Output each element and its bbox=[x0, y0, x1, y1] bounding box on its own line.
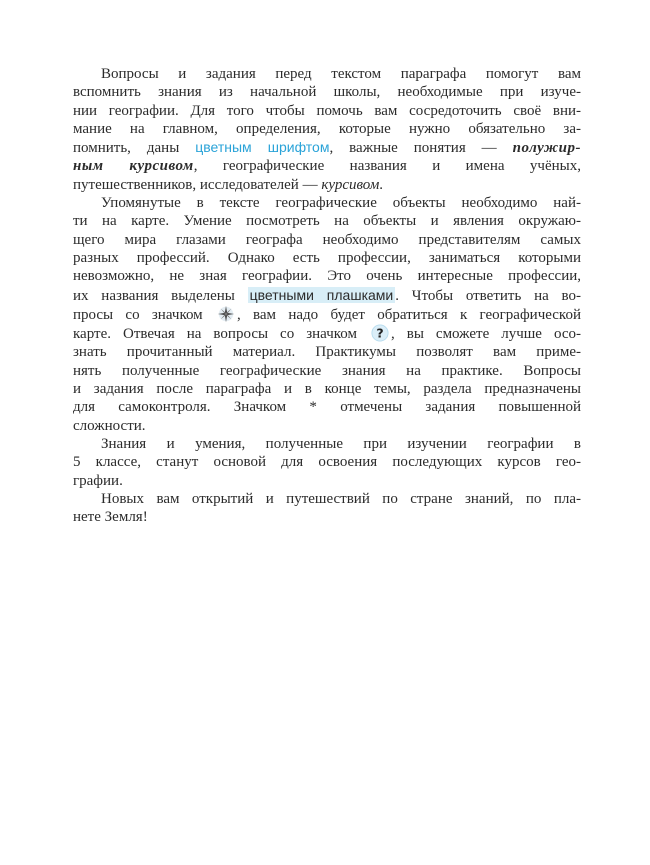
text-line bbox=[73, 249, 581, 267]
text-segment: невозможно, не зная географии. Это очень интересные профессии, bbox=[73, 268, 581, 285]
text-segment: , вам надо будет обратиться к географической bbox=[236, 306, 581, 323]
text-line bbox=[73, 65, 581, 83]
text-line bbox=[73, 435, 581, 453]
text-segment: помнить, даны bbox=[73, 140, 196, 157]
paragraph bbox=[73, 65, 581, 194]
text-line bbox=[73, 417, 581, 435]
colored-term: цветным шрифтом bbox=[195, 139, 330, 156]
text-line bbox=[73, 305, 581, 324]
text-line bbox=[73, 380, 581, 398]
text-segment: просы со значком bbox=[73, 306, 215, 323]
question-mark-icon bbox=[371, 324, 389, 342]
text-line bbox=[73, 490, 581, 508]
text-line bbox=[73, 83, 581, 101]
text-line bbox=[73, 176, 581, 194]
text-segment: . Чтобы ответить на во- bbox=[395, 287, 581, 304]
text-segment: нете Земля! bbox=[73, 509, 148, 526]
text-line bbox=[73, 267, 581, 285]
text-segment: карте. Отвечая на вопросы со значком bbox=[73, 326, 369, 343]
text-line bbox=[73, 286, 581, 305]
document-page bbox=[73, 65, 581, 526]
text-line bbox=[73, 324, 581, 343]
text-line bbox=[73, 138, 581, 157]
highlighted-term: цветными плашками bbox=[249, 286, 394, 303]
text-segment: для самоконтроля. Значком * отмечены задания повышенной bbox=[73, 399, 581, 416]
text-segment: Знания и умения, полученные при изучении географии в bbox=[101, 435, 581, 452]
text-segment: путешественников, исследователей — bbox=[73, 176, 322, 193]
text-line bbox=[73, 472, 581, 490]
text-segment: , вы сможете лучше осо- bbox=[391, 326, 581, 343]
text-segment: ти на карте. Умение посмотреть на объекты и явления окружаю- bbox=[73, 213, 581, 230]
text-line bbox=[73, 343, 581, 361]
text-segment: щего мира глазами географа необходимо представителям самых bbox=[73, 231, 581, 248]
text-segment: вспомнить знания из начальной школы, необходимые при изуче- bbox=[73, 84, 581, 101]
text-line bbox=[73, 362, 581, 380]
text-line bbox=[73, 157, 581, 175]
text-segment: Вопросы и задания перед текстом параграфа помогут вам bbox=[101, 66, 581, 82]
text-segment: , географические названия и имена учёных, bbox=[193, 158, 581, 175]
text-segment: 5 классе, станут основой для освоения последующих курсов гео- bbox=[73, 454, 581, 471]
text-segment: , важные понятия — bbox=[329, 140, 513, 157]
bold-italic-term: ным курсивом bbox=[73, 158, 194, 175]
text-segment: и задания после параграфа и в конце темы, раздела предназначены bbox=[73, 381, 581, 398]
svg-text:?: ? bbox=[376, 325, 384, 341]
text-segment: разных профессий. Однако есть профессии, заниматься которыми bbox=[73, 249, 581, 266]
italic-term: курсивом bbox=[321, 176, 380, 193]
paragraph bbox=[73, 490, 581, 527]
text-segment: . bbox=[379, 176, 384, 193]
text-segment: их названия выделены bbox=[73, 287, 248, 304]
paragraph bbox=[73, 435, 581, 490]
text-segment: нять полученные географические знания на практике. Вопросы bbox=[73, 362, 581, 379]
text-segment: графии. bbox=[73, 472, 123, 489]
text-line bbox=[73, 212, 581, 230]
text-segment: мание на главном, определения, которые нужно обязательно за- bbox=[73, 120, 581, 137]
text-line bbox=[73, 508, 581, 526]
text-segment: знать прочитанный материал. Практикумы позволят вам приме- bbox=[73, 344, 581, 361]
text-line bbox=[73, 398, 581, 416]
text-line bbox=[73, 120, 581, 138]
text-segment: Новых вам открытий и путешествий по стране знаний, по пла- bbox=[101, 490, 581, 507]
paragraph bbox=[73, 194, 581, 435]
text-line bbox=[73, 194, 581, 212]
text-line bbox=[73, 453, 581, 471]
text-line bbox=[73, 102, 581, 120]
text-segment: нии географии. Для того чтобы помочь вам сосредоточить своё вни- bbox=[73, 102, 581, 119]
text-line bbox=[73, 231, 581, 249]
text-segment: сложности. bbox=[73, 417, 146, 434]
bold-italic-term: полужир- bbox=[512, 140, 581, 157]
compass-rose-icon bbox=[217, 305, 235, 323]
text-segment: Упомянутые в тексте географические объекты необходимо най- bbox=[101, 195, 581, 212]
